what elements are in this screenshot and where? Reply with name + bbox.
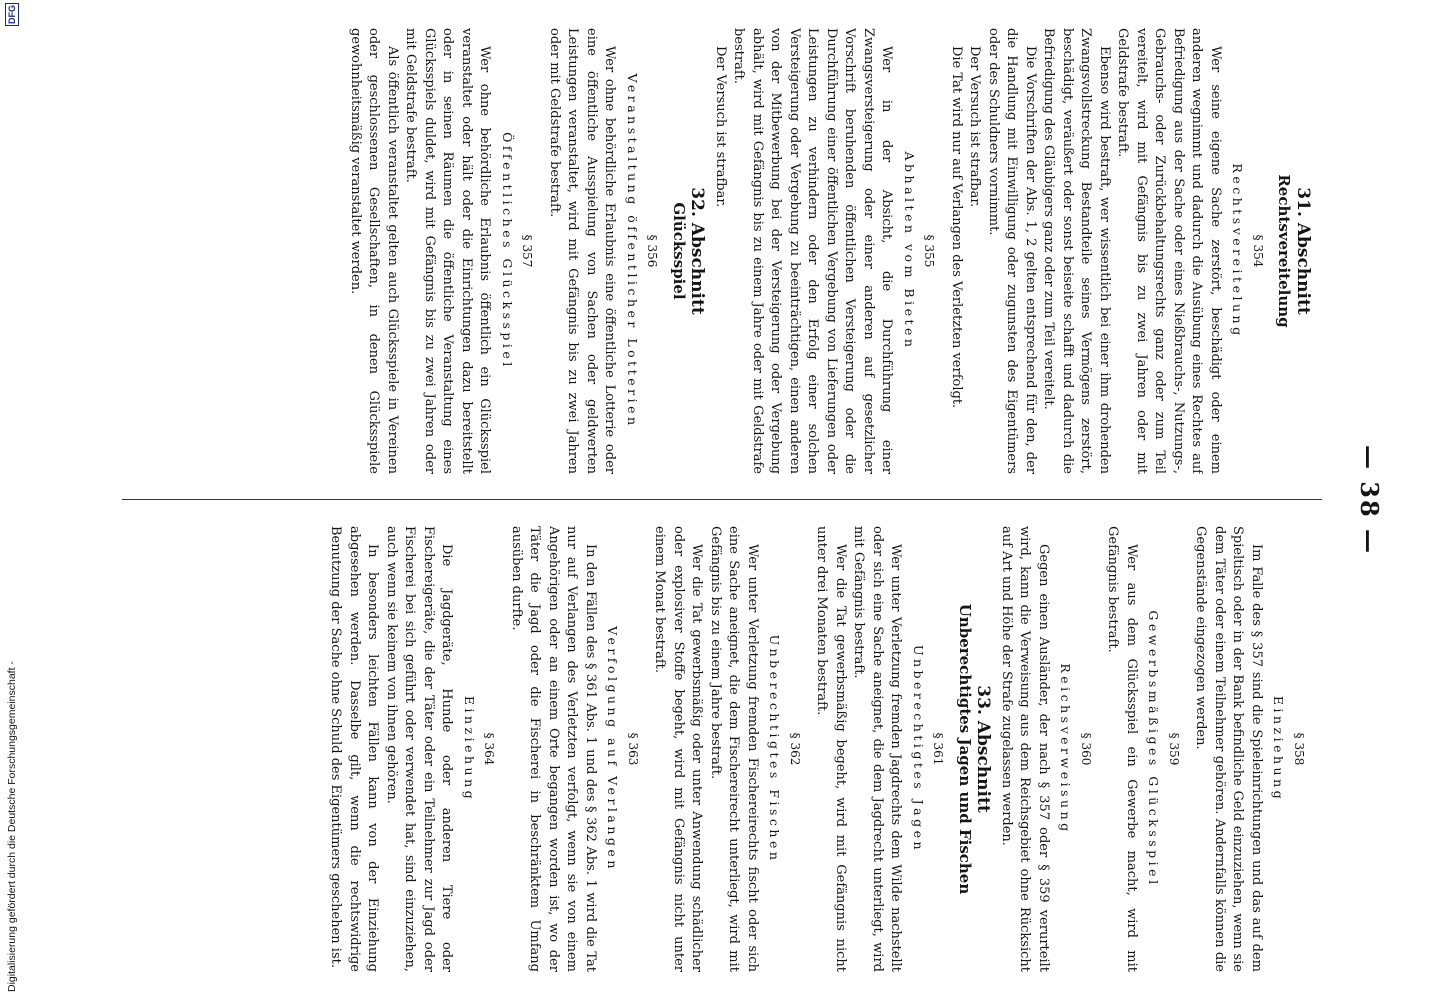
section-paragraph: Wer ohne behördliche Erlaubnis eine öffentliche Lotterie oder eine öffentliche Ausspielung von Sachen oder geldwerten Leistungen veranstaltet, wird mit Gefängnis bis zu zwei Jahren oder mit Geldstrafe bestraft. xyxy=(547,28,618,474)
section-paragraph: Wer unter Verletzung fremden Jagdrechts dem Wilde nachstellt oder sich eine Sache aneignet, die dem Jagdrecht unterliegt, wird mit Gefängnis bestraft. xyxy=(851,526,904,972)
section-heading: Rechtsvereitelung xyxy=(1230,163,1246,339)
section-paragraph: Der Versuch ist strafbar. xyxy=(967,46,983,208)
section-number: § 363 xyxy=(626,732,640,766)
section-paragraph: In besonders leichten Fällen kann von der Einziehung abgesehen werden. Dasselbe gilt, wenn die rechtswidrige Benutzung der Sache ohne Schuld des Eigentümers geschehen ist. xyxy=(328,526,381,972)
section-number: § 362 xyxy=(788,732,802,766)
section-number: § 358 xyxy=(1292,732,1306,766)
section-heading: Gewerbsmäßiges Glücksspiel xyxy=(1146,610,1162,888)
section-heading: Öffentliches Glücksspiel xyxy=(500,132,515,370)
section-paragraph: Ebenso wird bestraft, wer wissentlich bei einer ihm drohenden Zwangsvollstreckung Bestandteile seines Vermögens zerstört, beschädigt, veräußert oder sonst beiseite schafft und dadurch die Befriedigung des Gläubigers ganz oder zum Teil vereitelt. xyxy=(1041,28,1112,474)
section-heading: Reichsverweisung xyxy=(1058,663,1074,835)
section-number: § 354 xyxy=(1251,234,1265,268)
page-number: — 38 — xyxy=(1355,444,1384,556)
section-paragraph: Wer in der Absicht, die Durchführung einer Zwangsversteigerung oder einer anderen auf gesetzlicher Vorschrift beruhenden öffentlichen Versteigerung oder die Durchführung einer öffentlichen Vergebung von Lieferungen oder Leistungen zu verhindern oder den Erfolg einer solchen Versteigerung oder Vergebung zu beeinträchtigen, einen anderen von der Mitbewerbung bei der Versteigerung oder Vergebung abhält, wird mit Gefängnis bis zu einem Jahre oder mit Geldstrafe bestraft. xyxy=(731,28,895,474)
section-number: § 360 xyxy=(1079,732,1093,766)
section-paragraph: Der Versuch ist strafbar. xyxy=(713,46,728,208)
section-paragraph: Im Falle des § 357 sind die Spieleinrichtungen und das auf dem Spieltisch oder in der Bank befindliche Geld einzuziehen, wenn sie dem Täter oder einem Teilnehmer gehören. Andernfalls können die Gegenstände eingezogen werden. xyxy=(1193,526,1264,972)
chapter-subtitle: Rechtsvereitelung xyxy=(1275,174,1294,328)
section-paragraph: Wer ohne behördliche Erlaubnis öffentlich ein Glücksspiel veranstaltet oder hält oder die Einrichtungen dazu bereitstellt oder in seinen Räumen die öffentliche Veranstaltung eines Glücksspiels duldet, wird mit Gefängnis bis zu zwei Jahren oder mit Geldstrafe bestraft. xyxy=(403,28,493,474)
section-paragraph: In den Fällen des § 361 Abs. 1 und des § 362 Abs. 1 wird die Tat nur auf Verlangen des Verletzten verfolgt, wenn sie von einem Angehörigen oder an einem Orte begangen worden ist, wo der Täter die Jagd oder die Fischerei in beschränktem Umfang ausüben durfte. xyxy=(509,526,598,972)
section-paragraph: Wer aus dem Glücksspiel ein Gewerbe macht, wird mit Gefängnis bestraft. xyxy=(1105,526,1139,972)
chapter-title: 31. Abschnitt xyxy=(1293,187,1313,315)
section-paragraph: Wer die Tat gewerbsmäßig begeht, wird mit Gefängnis nicht unter drei Monaten bestraft. xyxy=(814,526,848,972)
section-number: § 357 xyxy=(520,234,535,268)
section-paragraph: Die Tat wird nur auf Verlangen des Verletzten verfolgt. xyxy=(949,46,964,409)
section-paragraph: Wer seine eigene Sache zerstört, beschädigt oder einem anderen wegnimmt und dadurch die Ausübung eines Rechtes auf Befriedigung aus der Sache oder eines Nießbrauchs-, Nutzungs-, Gebrauchs- oder Zurückbehaltungsrechts ganz oder zum Teil vereitelt, wird mit Gefängnis bis zu zwei Jahren oder mit Geldstrafe bestraft. xyxy=(1115,28,1223,474)
section-number: § 355 xyxy=(922,234,937,268)
chapter-title: 32. Abschnitt xyxy=(687,187,708,315)
section-heading: Einziehung xyxy=(1271,695,1287,803)
section-number: § 359 xyxy=(1167,732,1181,766)
right-text-column xyxy=(126,526,1316,972)
section-heading: Unberechtigtes Jagen xyxy=(911,644,926,854)
section-paragraph: Die Vorschriften der Abs. 1, 2 gelten entsprechend für den, der die Handlung mit Einwilligung oder zugunsten des Eigentümers oder des Schuldners vornimmt. xyxy=(986,28,1038,474)
section-heading: Unberechtigtes Fischen xyxy=(767,634,783,864)
left-text-column xyxy=(126,28,1316,474)
section-heading: Abhalten vom Bieten xyxy=(902,151,917,351)
section-paragraph: Wer die Tat gewerbsmäßig oder unter Anwendung schädlicher oder explosiver Stoffe begeht, wird mit Gefängnis nicht unter einem Monat bestraft. xyxy=(652,526,705,972)
section-paragraph: Als öffentlich veranstaltet gelten auch Glücksspiele in Vereinen oder geschlossenen Gesellschaften, in denen Glücksspiele gewohnheitsmäßig veranstaltet werden. xyxy=(348,28,400,474)
section-number: § 356 xyxy=(645,234,660,268)
chapter-subtitle: Unberechtigtes Jagen und Fischen xyxy=(956,603,974,895)
section-paragraph: Gegen einen Ausländer, der nach § 357 oder § 359 verurteilt wird, kann die Verweisung aus dem Reichsgebiet ohne Rücksicht auf Art und Höhe der Strafe zugelassen werden. xyxy=(999,526,1051,972)
section-heading: Einziehung xyxy=(462,695,477,803)
section-paragraph: Wer unter Verletzung fremden Fischereirechts fischt oder sich eine Sache aneignet, die dem Fischereirecht unterliegt, wird mit Gefängnis bis zu einem Jahre bestraft. xyxy=(708,526,760,972)
chapter-title: 33. Abschnitt xyxy=(973,685,994,813)
chapter-subtitle: Glücksspiel xyxy=(670,202,688,300)
section-heading: Veranstaltung öffentlicher Lotterien xyxy=(625,73,640,429)
digitization-credit: Digitalisierung gefördert durch die Deutsche Forschungsgemeinschaft - xyxy=(6,661,18,992)
column-divider xyxy=(122,499,1322,500)
section-number: § 364 xyxy=(482,732,497,766)
section-number: § 361 xyxy=(931,732,946,766)
section-paragraph: Die Jagdgeräte, Hunde oder anderen Tiere oder Fischereigeräte, die der Täter oder ein Teilnehmer zur Jagd oder Fischerei bei sich geführt oder verwendet hat, sind einzuziehen, auch wenn sie keinem von ihnen gehören. xyxy=(384,526,455,972)
section-heading: Verfolgung auf Verlangen xyxy=(605,626,621,872)
footer-strip xyxy=(2,0,24,1000)
dfg-logo: DFG xyxy=(7,5,17,24)
